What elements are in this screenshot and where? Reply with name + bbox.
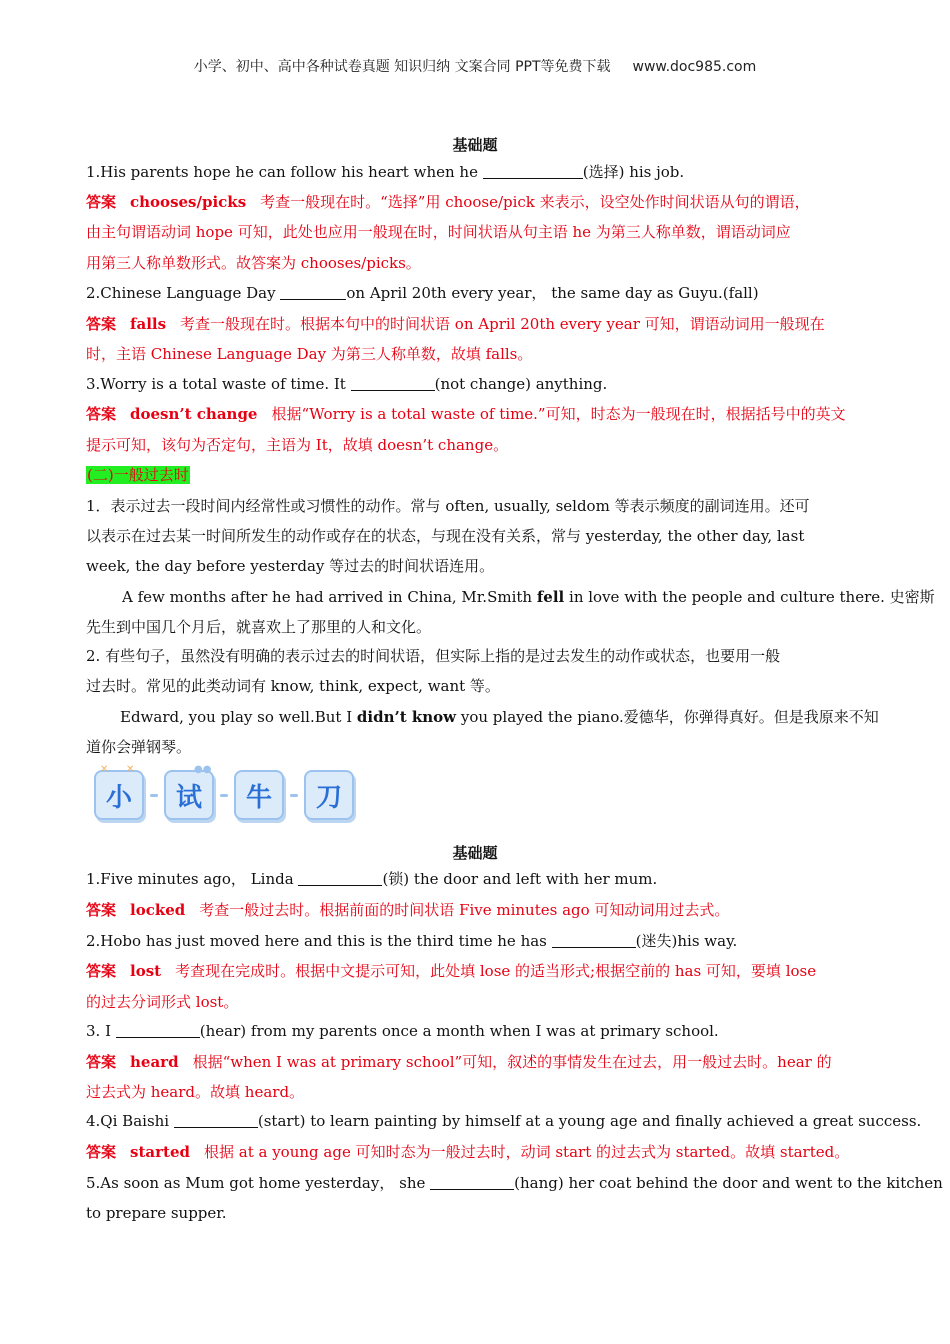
answer-2-line-2: 时，主语 Chinese Language Day 为第三人称单数，故填 falls。 [86,345,533,363]
rule-1-line-2: 以表示在过去某一时间所发生的动作或存在的状态，与现在没有关系，常与 yesterday, the other day, last [86,527,805,545]
question-1: 1.His parents hope he can follow his heart when he (选择) his job. [86,163,685,181]
example-2-line-2: 道你会弹钢琴。 [86,738,192,756]
answer-blank [552,933,636,948]
answer-1-line-2: 由主句谓语动词 hope 可知，此处也应用一般现在时，时间状语从句主语 he 为第三人称单数，谓语动词应 [86,223,791,241]
answer-blank [298,871,382,886]
example-2: Edward, you play so well.But I didn’t know you played the piano.爱德华，你弹得真好。但是我原来不知 [120,708,879,726]
exercise-answer-2: 答案 lost 考查现在完成时。根据中文提示可知，此处填 lose 的适当形式;根据空前的 has 可知，要填 lose [86,962,817,980]
example-1-line-2: 先生到中国几个月后，就喜欢上了那里的人和文化。 [86,618,432,636]
badge-connector [150,794,158,797]
section-title-2: 基础题 [452,844,498,862]
answer-3-line-2: 提示可知，该句为否定句，主语为 It，故填 doesn’t change。 [86,436,509,454]
header-site: www.doc985.com [632,59,757,75]
exercise-5-line-2: to prepare supper. [86,1204,227,1222]
header-text: 小学、初中、高中各种试卷真题 知识归纳 文案合同 PPT等免费下载 [193,59,611,75]
answer-blank [174,1113,258,1128]
exercise-3: 3. I (hear) from my parents once a month when I was at primary school. [86,1022,719,1040]
badge-xiao: ✕ ✕ 小 [94,770,144,820]
question-3: 3.Worry is a total waste of time. It (not change) anything. [86,375,608,393]
exercise-answer-4: 答案 started 根据 at a young age 可知时态为一般过去时，动词 start 的过去式为 started。故填 started。 [86,1143,850,1161]
exercise-2: 2.Hobo has just moved here and this is the third time he has (迷失)his way. [86,932,738,950]
badge-dao: 刀 [304,770,354,820]
rule-2-line-2: 过去时。常见的此类动词有 know, think, expect, want 等。 [86,677,500,695]
exercise-answer-1: 答案 locked 考查一般过去时。根据前面的时间状语 Five minutes ago 可知动词用过去式。 [86,901,730,919]
answer-blank [280,285,346,300]
exercise-answer-3: 答案 heard 根据“when I was at primary school”可知，叙述的事情发生在过去，用一般过去时。hear 的 [86,1053,832,1071]
answer-blank [351,376,435,391]
badge-connector [220,794,228,797]
page-header [0,56,950,76]
rule-1-line-3: week, the day before yesterday 等过去的时间状语连用。 [86,557,495,575]
rule-2: 2. 有些句子，虽然没有明确的表示过去的时间状语，但实际上指的是过去发生的动作或状态，也要用一般 [86,647,781,665]
question-2: 2.Chinese Language Day on April 20th every year， the same day as Guyu.(fall) [86,284,759,302]
answer-blank [430,1175,514,1190]
example-1: A few months after he had arrived in China, Mr.Smith fell in love with the people and culture there. 史密斯 [122,588,935,606]
sub-heading: (二)一般过去时 [87,466,189,484]
section-title: 基础题 [452,136,498,154]
exercise-4: 4.Qi Baishi (start) to learn painting by himself at a young age and finally achieved a great success. [86,1112,922,1130]
answer-2: 答案 falls 考查一般现在时。根据本句中的时间状语 on April 20th every year 可知，谓语动词用一般现在 [86,315,825,333]
practice-badge-group [94,764,354,820]
exercise-5: 5.As soon as Mum got home yesterday， she (hang) her coat behind the door and went to the kitchen [86,1174,943,1192]
exercise-answer-3-line-2: 过去式为 heard。故填 heard。 [86,1083,305,1101]
exercise-1: 1.Five minutes ago， Linda (锁) the door and left with her mum. [86,870,658,888]
exercise-answer-2-line-2: 的过去分词形式 lost。 [86,993,239,1011]
answer-blank [483,164,583,179]
answer-3: 答案 doesn’t change 根据“Worry is a total waste of time.”可知，时态为一般现在时，根据括号中的英文 [86,405,846,423]
badge-connector [290,794,298,797]
rule-1: 1．表示过去一段时间内经常性或习惯性的动作。常与 often, usually, seldom 等表示频度的副词连用。还可 [86,497,810,515]
badge-niu: 牛 [234,770,284,820]
answer-blank [116,1023,200,1038]
answer-1: 答案 chooses/picks 考查一般现在时。“选择”用 choose/pick 来表示，设空处作时间状语从句的谓语， [86,193,810,211]
answer-1-line-3: 用第三人称单数形式。故答案为 chooses/picks。 [86,254,421,272]
badge-shi: ●● 试 [164,770,214,820]
